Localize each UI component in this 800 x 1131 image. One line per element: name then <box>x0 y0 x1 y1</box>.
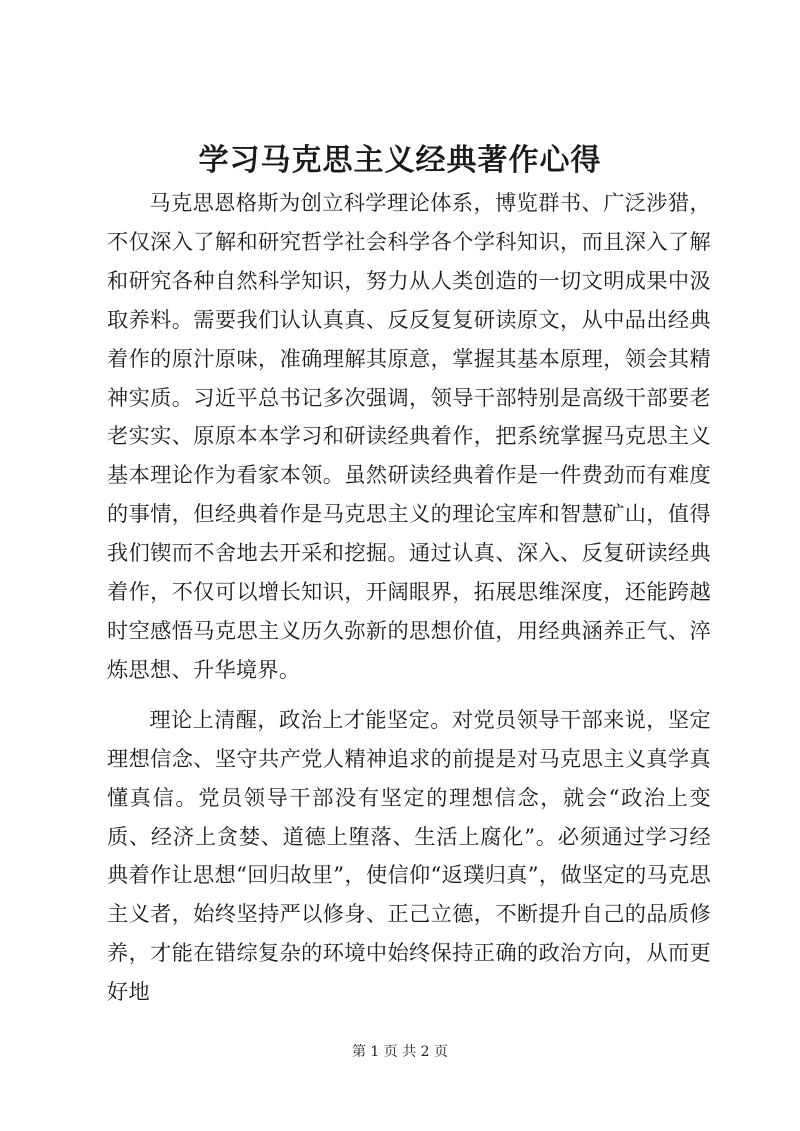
page-footer: 第 1 页 共 2 页 <box>351 1044 449 1060</box>
document-body <box>107 184 711 1012</box>
paragraph-2: 理论上清醒，政治上才能坚定。对党员领导干部来说，坚定理想信念、坚守共产党人精神追求的前提是对马克思主义真学真懂真信。党员领导干部没有坚定的理想信念，就会“政治上变质、经济上贪婪、道德上堕落、生活上腐化”。必须通过学习经典着作让思想“回归故里”，使信仰“返璞归真”，做坚定的马克思主义者，始终坚持严以修身、正己立德，不断提升自己的品质修养，才能在错综复杂的环境中始终保持正确的政治方向，从而更好地 <box>107 706 711 1005</box>
document-title: 学习马克思主义经典著作心得 <box>198 143 602 178</box>
paragraph-1: 马克思恩格斯为创立科学理论体系，博览群书、广泛涉猎，不仅深入了解和研究哲学社会科学各个学科知识，而且深入了解和研究各种自然科学知识，努力从人类创造的一切文明成果中汲取养料。需要我们认认真真、反反复复研读原文，从中品出经典着作的原汁原味，准确理解其原意，掌握其基本原理，领会其精神实质。习近平总书记多次强调，领导干部特别是高级干部要老老实实、原原本本学习和研读经典着作，把系统掌握马克思主义基本理论作为看家本领。虽然研读经典着作是一件费劲而有难度的事情，但经典着作是马克思主义的理论宝库和智慧矿山，值得我们锲而不舍地去开采和挖掘。通过认真、深入、反复研读经典着作，不仅可以增长知识，开阔眼界，拓展思维深度，还能跨越时空感悟马克思主义历久弥新的思想价值，用经典涵养正气、淬炼思想、升华境界。 <box>107 190 711 682</box>
